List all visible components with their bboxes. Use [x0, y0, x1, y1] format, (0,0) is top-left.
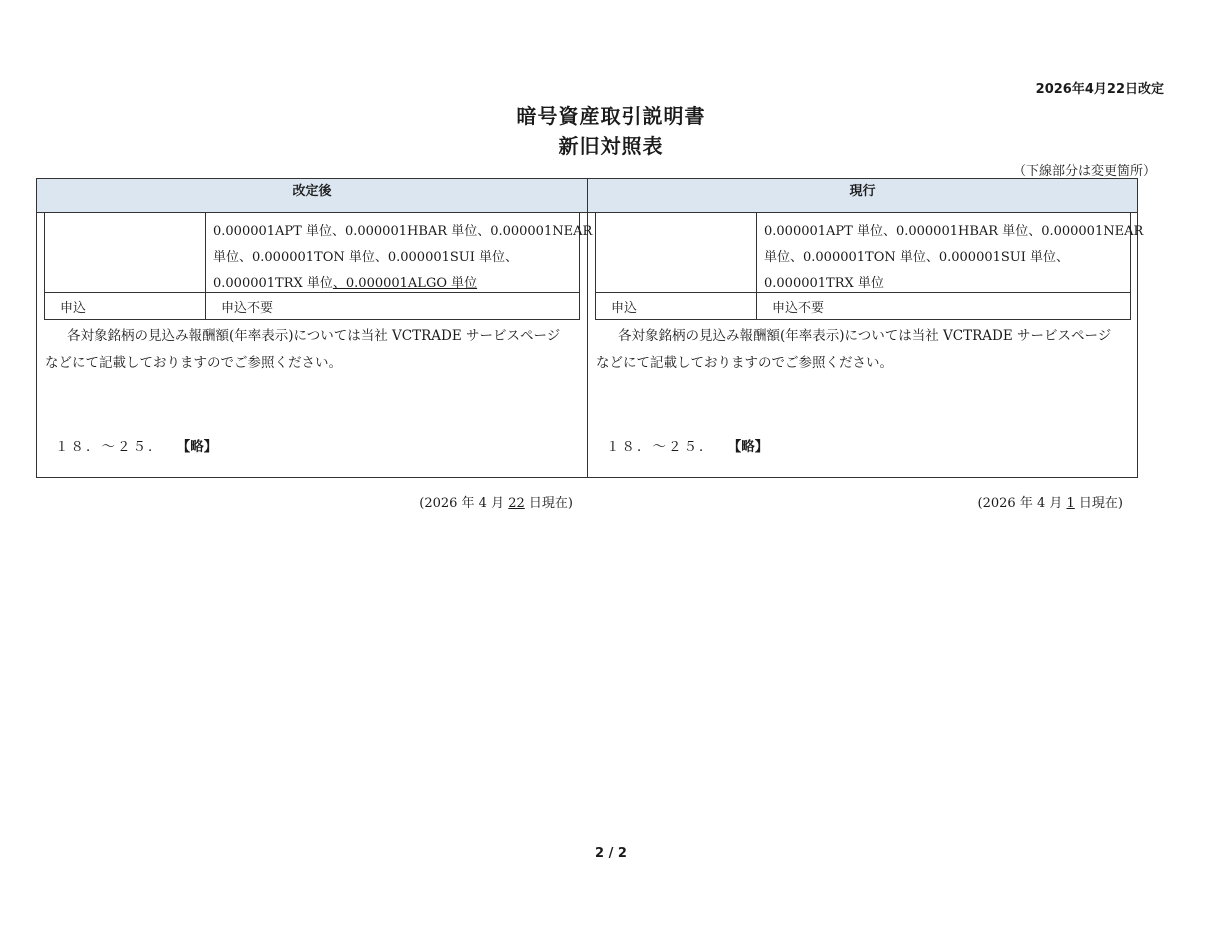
omitted-label: 【略】 — [183, 439, 218, 455]
units-line: 単位、0.000001TON 単位、0.000001SUI 単位、 — [764, 250, 1070, 265]
as-of-day: 1 — [1066, 496, 1075, 511]
units-line-part: 0.000001TRX 単位 — [213, 276, 333, 291]
revision-date: 2026年4月22日改定 — [1035, 82, 1164, 97]
paragraph-line: などにて記載しておりますのでご参照ください。 — [596, 355, 893, 371]
as-of-part: 日現在) — [1074, 496, 1123, 511]
omitted-range: １８．～２５． — [55, 439, 164, 455]
paragraph-line: 各対象銘柄の見込み報酬額(年率表示)については当社 VCTRADE サービスページ — [67, 328, 561, 344]
reward-paragraph — [45, 323, 585, 377]
paragraph-line: 各対象銘柄の見込み報酬額(年率表示)については当社 VCTRADE サービスページ — [618, 328, 1112, 344]
document-title: 暗号資産取引説明書 — [516, 104, 706, 128]
header-revised: 改定後 — [37, 179, 588, 213]
apply-row — [596, 293, 1130, 319]
inner-table — [44, 213, 593, 320]
apply-value: 申込不要 — [221, 301, 274, 316]
change-note: （下線部分は変更箇所） — [1012, 164, 1156, 179]
as-of-day: 22 — [508, 496, 525, 511]
paragraph-line: などにて記載しておりますのでご参照ください。 — [45, 355, 342, 371]
as-of-part: (2026 年 4 月 — [977, 496, 1067, 511]
column-current — [588, 213, 1144, 511]
reward-paragraph — [596, 323, 1136, 377]
omitted-section — [606, 435, 768, 455]
units-line: 0.000001APT 単位、0.000001HBAR 単位、0.000001NEAR — [764, 224, 1144, 239]
apply-label: 申込 — [60, 301, 87, 316]
units-line: 単位、0.000001TON 単位、0.000001SUI 単位、 — [213, 250, 519, 265]
document-subtitle: 新旧対照表 — [558, 134, 664, 158]
omitted-range: １８．～２５． — [606, 439, 715, 455]
units-text — [213, 219, 593, 297]
page-number: 2 / 2 — [595, 846, 627, 861]
as-of-date — [419, 492, 573, 511]
as-of-part: 日現在) — [524, 496, 573, 511]
underlined-change: 、0.000001ALGO 単位 — [332, 276, 478, 291]
apply-value: 申込不要 — [772, 301, 825, 316]
units-line: 0.000001APT 単位、0.000001HBAR 単位、0.000001NEAR — [213, 224, 593, 239]
inner-table — [595, 213, 1144, 320]
apply-label: 申込 — [611, 301, 638, 316]
omitted-section — [55, 435, 217, 455]
header-current: 現行 — [588, 179, 1137, 213]
comparison-table — [36, 178, 1144, 511]
column-revised — [37, 213, 593, 511]
units-line: 0.000001TRX 単位 — [764, 276, 884, 291]
omitted-label: 【略】 — [734, 439, 769, 455]
units-text — [764, 219, 1144, 297]
apply-row — [45, 293, 579, 319]
as-of-date — [978, 492, 1123, 511]
as-of-part: (2026 年 4 月 — [419, 496, 509, 511]
